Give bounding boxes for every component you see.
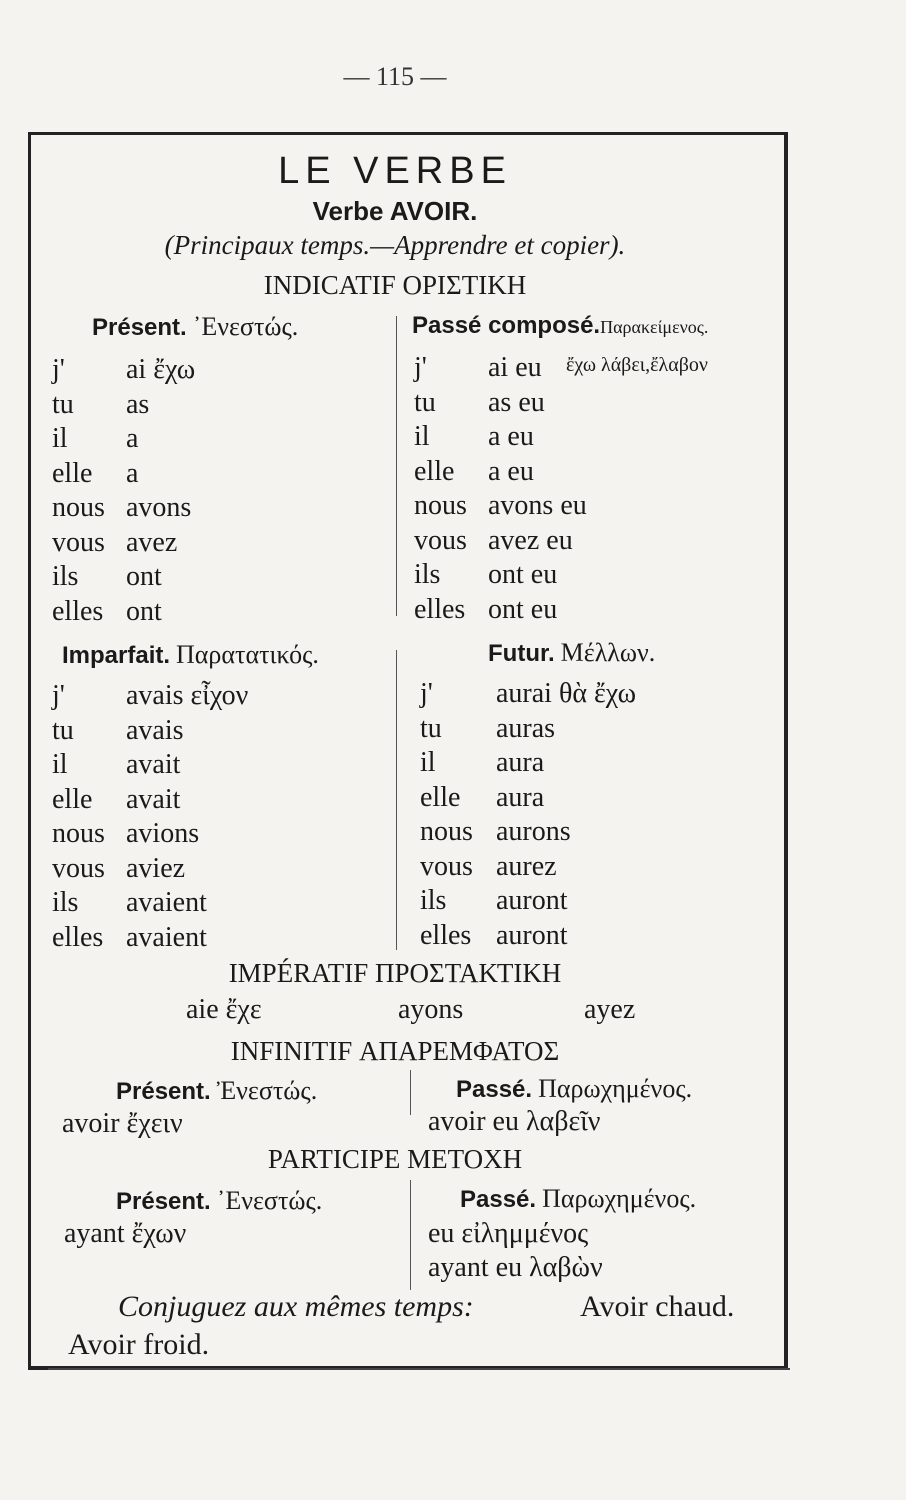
greek-translation: ἔχω λάβει,ἔλαβον (566, 354, 708, 376)
imparfait-heading (62, 640, 319, 670)
futur-heading (488, 638, 655, 668)
exercise-line-1 (118, 1290, 474, 1324)
passe-compose-label: Passé composé. (412, 312, 601, 339)
pronoun: vous (414, 524, 467, 556)
pronoun: nous (52, 818, 105, 849)
pronoun: elle (52, 457, 93, 489)
verb-form: auras (496, 712, 556, 744)
infinitif-heading: INFINITIF ΑΠΑΡΕΜΦΑΤΟΣ (230, 1036, 560, 1066)
exercise-phrase-1: Avoir chaud. (580, 1290, 735, 1323)
infinitif-passe-heading (456, 1074, 692, 1104)
verb-form: avaient (126, 887, 207, 918)
column-divider-middle (396, 650, 397, 950)
infinitif-passe-form: avoir eu λαβεῖν (428, 1106, 601, 1137)
verb-form: avais εἶχον (126, 680, 249, 711)
pronoun: elles (420, 919, 472, 951)
verb-form: avait (126, 783, 181, 815)
pronoun: elles (52, 595, 104, 627)
pronoun: nous (52, 492, 105, 523)
pronoun: il (52, 749, 68, 780)
verb-form: ont (126, 561, 162, 592)
pronoun: tu (52, 388, 74, 420)
verb-form: aviez (126, 852, 186, 884)
futur-label: Futur. (488, 640, 555, 667)
passe-compose-heading (412, 312, 708, 340)
pronoun: elles (414, 593, 466, 625)
verb-form: as eu (488, 386, 545, 418)
pronoun: vous (52, 526, 105, 558)
column-divider-top (396, 316, 397, 616)
verb-subtitle: Verbe AVOIR. (312, 196, 478, 226)
pronoun: elle (414, 455, 455, 487)
pronoun: tu (52, 714, 74, 746)
participe-present-heading (116, 1186, 322, 1216)
present-tense-heading (92, 312, 298, 342)
exercise-phrase-2: Avoir froid. (68, 1328, 210, 1361)
pronoun: j' (52, 680, 65, 711)
passe-compose-greek: Παρακείμενος. (600, 317, 709, 337)
verb-form: aurez (496, 850, 557, 882)
verb-form: aurai θὰ ἔχω (496, 678, 637, 709)
imparfait-greek: Παρατατικός. (176, 640, 319, 669)
infinitif-passe-greek: Παρωχημένος. (538, 1074, 693, 1103)
pronoun: ils (420, 885, 447, 916)
verb-form: avait (126, 749, 181, 780)
verb-form: a (126, 457, 139, 489)
verb-form: a eu (488, 421, 534, 452)
verb-form: aurons (496, 816, 571, 847)
pronoun: ils (414, 559, 441, 590)
imperatif-form: ayez (584, 994, 636, 1025)
verb-form: avaient (126, 921, 207, 953)
present-label: Présent. (92, 314, 187, 341)
futur-greek: Μέλλων. (560, 638, 656, 667)
infinitif-present-heading (116, 1076, 317, 1106)
verb-form: avais (126, 714, 184, 746)
verb-form: ont eu (488, 593, 558, 625)
verb-form: aura (496, 747, 545, 778)
pronoun: j' (414, 352, 427, 383)
pronoun: elle (52, 783, 93, 815)
pronoun: il (52, 423, 68, 454)
verb-form: auront (496, 919, 568, 951)
verb-form: ont eu (488, 559, 558, 590)
participe-passe-form: eu εἰλημμένος (428, 1218, 589, 1249)
verb-form: a (126, 423, 139, 454)
imperatif-form: ayons (398, 994, 464, 1025)
participe-passe-label: Passé. (460, 1186, 537, 1213)
infinitif-present-greek: Ἐνεστώς. (216, 1076, 318, 1105)
pronoun: vous (420, 850, 473, 882)
participe-heading: PARTICIPE ΜΕΤΟΧΗ (267, 1144, 523, 1174)
verb-form: ont (126, 595, 162, 627)
verb-form: as (126, 388, 150, 420)
verb-form: auront (496, 885, 568, 916)
verb-form: avons (126, 492, 192, 523)
pronoun: tu (414, 386, 436, 418)
pronoun: vous (52, 852, 105, 884)
participe-passe-greek: Παρωχημένος. (542, 1184, 697, 1213)
verb-form: ai ἔχω (126, 354, 196, 385)
infinitif-present-form: avoir ἔχειν (62, 1108, 183, 1139)
verb-form: aura (496, 781, 545, 813)
participe-present-form: ayant ἔχων (64, 1218, 187, 1249)
pronoun: ils (52, 887, 79, 918)
pronoun: elles (52, 921, 104, 953)
verb-form: ai eu (488, 352, 542, 383)
pronoun: tu (420, 712, 442, 744)
participe-present-label: Présent. (116, 1188, 211, 1215)
participe-passe-form: ayant eu λαβὼν (428, 1252, 603, 1283)
page-number: — 115 — (343, 62, 447, 91)
indicatif-heading: INDICATIF ΟΡΙΣΤΙΚΗ (263, 270, 527, 300)
column-divider-infinitif (410, 1070, 411, 1115)
pronoun: j' (420, 678, 433, 709)
pronoun: j' (52, 354, 65, 385)
present-greek: ᾿Ενεστώς. (192, 312, 299, 341)
participe-present-greek: ᾿Ενεστώς. (216, 1186, 323, 1215)
instruction-note: (Principaux temps.—Apprendre et copier). (164, 230, 626, 260)
pronoun: nous (414, 490, 467, 521)
imparfait-label: Imparfait. (62, 642, 171, 669)
verb-form: avez eu (488, 524, 573, 556)
participe-passe-heading (460, 1184, 696, 1214)
verb-form: avions (126, 818, 200, 849)
pronoun: nous (420, 816, 473, 847)
frame-shadow (48, 1368, 790, 1370)
verb-form: avez (126, 526, 178, 558)
infinitif-present-label: Présent. (116, 1078, 211, 1105)
imperatif-form: aie ἔχε (186, 994, 262, 1025)
infinitif-passe-label: Passé. (456, 1076, 533, 1103)
imperatif-heading: IMPÉRATIF ΠΡΟΣΤΑΚΤΙΚΗ (228, 958, 562, 988)
verb-form: a eu (488, 455, 534, 487)
pronoun: ils (52, 561, 79, 592)
pronoun: il (420, 747, 436, 778)
column-divider-participe (410, 1180, 411, 1290)
page-title: LE VERBE (278, 150, 512, 192)
pronoun: il (414, 421, 430, 452)
verb-form: avons eu (488, 490, 587, 521)
pronoun: elle (420, 781, 461, 813)
exercise-instruction: Conjuguez aux mêmes temps: (118, 1290, 474, 1323)
